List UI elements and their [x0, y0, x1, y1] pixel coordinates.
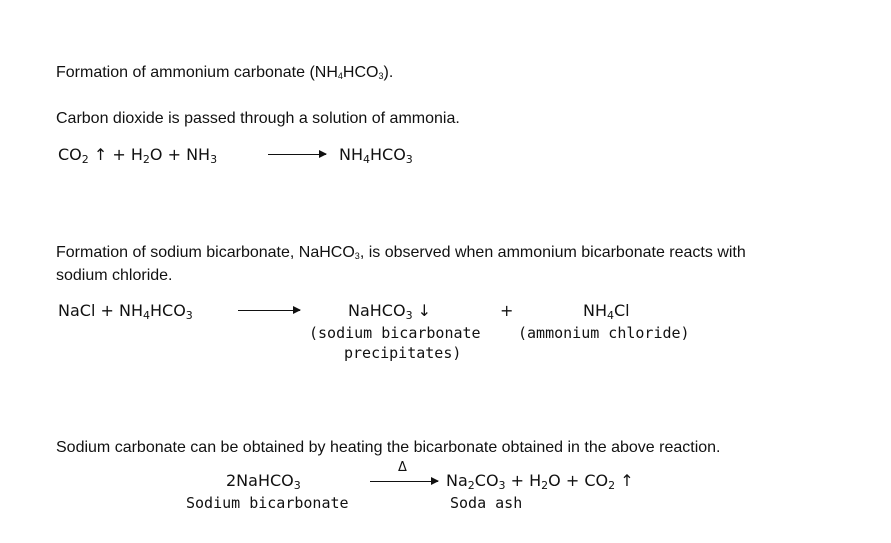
co2-formula: CO [584, 471, 609, 490]
heading-text: Formation of ammonium carbonate (NH [56, 64, 338, 81]
nahco3-formula: 2NaHCO [226, 471, 294, 490]
section1-description: Carbon dioxide is passed through a solution of ammonia. [56, 110, 460, 127]
gas-up-arrow-icon: ↑ [620, 471, 634, 490]
nh4cl-formula: NH [583, 301, 607, 320]
nh4hco3-formula: HCO [370, 145, 406, 164]
h2o-formula: H [130, 145, 143, 164]
heading-text: Formation of sodium bicarbonate, NaHCO [56, 244, 355, 261]
subscript: 2 [541, 479, 549, 492]
sodium-bicarbonate-label: Sodium bicarbonate [186, 494, 349, 512]
reaction2-nh4cl [583, 301, 630, 322]
nh3-formula: NH [186, 145, 211, 164]
section2-heading-line1 [56, 242, 746, 267]
subscript: 4 [142, 309, 150, 322]
subscript: 2 [467, 479, 475, 492]
subscript: 3 [354, 251, 360, 261]
h2o-formula: H [529, 471, 542, 490]
subscript: 4 [363, 153, 370, 166]
subscript: 4 [607, 309, 614, 322]
nh4hco3-formula: NH [118, 301, 143, 320]
subscript: 3 [293, 479, 301, 492]
nacl-formula: NaCl [58, 301, 96, 320]
section2-heading-line2: sodium chloride. [56, 267, 173, 284]
subscript: 3 [185, 309, 193, 322]
precipitate-down-arrow-icon: ↓ [417, 301, 432, 320]
subscript: 2 [81, 153, 89, 166]
na2co3-formula: Na [446, 471, 468, 490]
heading-text: , is observed when ammonium bicarbonate reacts with [359, 244, 746, 261]
reaction1-product [339, 145, 413, 166]
subscript: 4 [337, 71, 343, 81]
plus-sign: + [167, 145, 181, 164]
section3-heading: Sodium carbonate can be obtained by heating the bicarbonate obtained in the above reaction. [56, 439, 721, 456]
reaction-arrow-icon [370, 481, 438, 482]
subscript: 2 [142, 153, 150, 166]
h2o-formula: O [548, 471, 561, 490]
subscript: 2 [608, 479, 616, 492]
subscript: 3 [210, 153, 218, 166]
co2-formula: CO [58, 145, 82, 164]
subscript: 3 [378, 71, 384, 81]
section1-heading [56, 62, 393, 87]
heat-delta-icon: Δ [398, 460, 407, 475]
reaction2-reactants [58, 301, 193, 322]
h2o-formula: O [149, 145, 163, 164]
precipitates-label: precipitates) [344, 344, 462, 362]
reaction-arrow-icon [268, 154, 326, 155]
nh4cl-formula: Cl [614, 301, 630, 320]
na2co3-formula: CO [474, 471, 499, 490]
plus-sign: + [510, 471, 525, 490]
plus-sign: + [500, 301, 514, 320]
soda-ash-label: Soda ash [450, 494, 523, 512]
plus-sign: + [100, 301, 114, 320]
sodium-bicarbonate-label: (sodium bicarbonate [309, 324, 481, 342]
subscript: 3 [498, 479, 506, 492]
heading-text: HCO [342, 64, 379, 81]
reaction3-products [446, 471, 634, 492]
nh4hco3-formula: NH [339, 145, 363, 164]
reaction3-reactant [226, 471, 301, 492]
plus-sign: + [112, 145, 126, 164]
gas-up-arrow-icon: ↑ [93, 145, 108, 164]
ammonium-chloride-label: (ammonium chloride) [518, 324, 690, 342]
nh4hco3-formula: HCO [149, 301, 186, 320]
nahco3-formula: NaHCO [348, 301, 406, 320]
reaction1-reactants [58, 145, 217, 166]
subscript: 3 [405, 153, 413, 166]
reaction2-nahco3 [348, 301, 431, 322]
reaction-arrow-icon [238, 310, 300, 311]
heading-text: ). [383, 64, 394, 81]
subscript: 3 [405, 309, 413, 322]
plus-sign: + [565, 471, 580, 490]
